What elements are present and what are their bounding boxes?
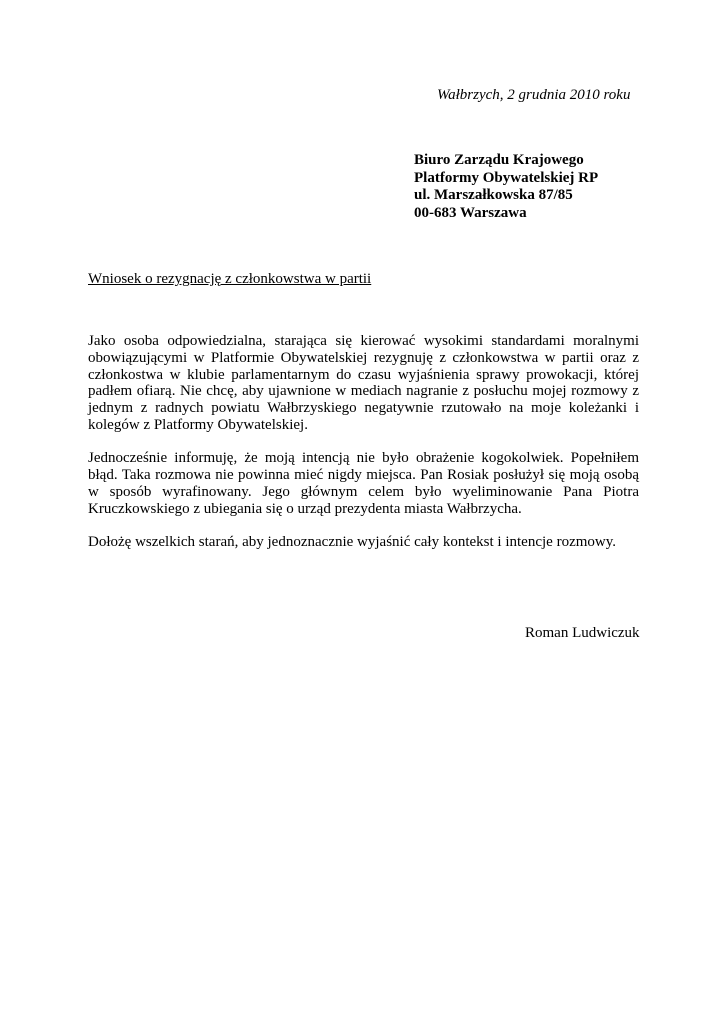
body-paragraph-apology: Jednocześnie informuję, że moją intencją nie było obrażenie kogokolwiek. Popełniłem błąd. Taka rozmowa nie powinna mieć nigdy miejsca. Pan Rosiak posłużył się moją osobą w sposób wyrafinowany. Jego głównym celem było wyeliminowanie Pana Piotra Kruczkowskiego z ubiegania się o urząd prezydenta miasta Wałbrzycha. xyxy=(88,450,639,517)
letter-subject: Wniosek o rezygnację z członkowstwa w partii xyxy=(88,271,372,287)
place-date: Wałbrzych, 2 grudnia 2010 roku xyxy=(437,87,631,103)
recipient-line-party: Platformy Obywatelskiej RP xyxy=(414,169,599,186)
letter-body xyxy=(88,333,639,568)
recipient-line-street: ul. Marszałkowska 87/85 xyxy=(414,187,573,203)
recipient-line-city: 00-683 Warszawa xyxy=(414,204,527,221)
recipient-line-office: Biuro Zarządu Krajowego xyxy=(414,152,584,168)
signature-name: Roman Ludwiczuk xyxy=(525,625,640,641)
recipient-address xyxy=(414,152,598,222)
body-paragraph-commitment: Dołożę wszelkich starań, aby jednoznacznie wyjaśnić cały kontekst i intencje rozmowy. xyxy=(88,534,617,551)
body-paragraph-resignation: Jako osoba odpowiedzialna, starająca się kierować wysokimi standardami moralnymi obowiązującymi w Platformie Obywatelskiej rezygnuję z członkowstwa w partii oraz z członkostwa w klubie parlamentarnym do czasu wyjaśnienia sprawy prowokacji, której padłem ofiarą. Nie chcę, aby ujawnione w mediach nagranie z posłuchu mojej rozmowy z jednym z radnych powiatu Wałbrzyskiego negatywnie rzutowało na moje koleżanki i kolegów z Platformy Obywatelskiej. xyxy=(88,333,639,433)
